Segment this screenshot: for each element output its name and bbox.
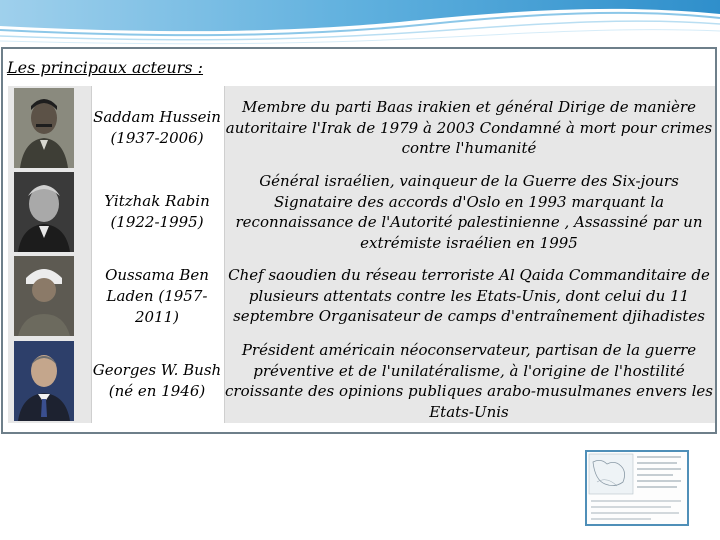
portrait-icon bbox=[14, 341, 74, 421]
actor-name: Yitzhak Rabin (1922-1995) bbox=[104, 192, 210, 231]
content-frame bbox=[1, 47, 717, 434]
actors-table bbox=[8, 86, 715, 423]
actor-description: Général israélien, vainqueur de la Guerre des Six-jours Signataire des accords d'Oslo en 1993 marquant la reconnaissance de l'Autorité palestinienne , Assassiné par un extrémiste israélien en 1995 bbox=[235, 172, 703, 252]
table-row bbox=[8, 254, 715, 338]
actor-name: Georges W. Bush (né en 1946) bbox=[92, 361, 222, 400]
wave-banner bbox=[0, 0, 720, 46]
portrait-icon bbox=[14, 256, 74, 336]
table-row bbox=[8, 339, 715, 423]
portrait-icon bbox=[14, 88, 74, 168]
actor-description: Chef saoudien du réseau terroriste Al Qaida Commanditaire de plusieurs attentats contre les Etats-Unis, dont celui du 11 septembre Organisateur de camps d'entraînement djihadistes bbox=[228, 266, 710, 326]
slide-heading: Les principaux acteurs : bbox=[7, 58, 204, 77]
portrait-icon bbox=[14, 172, 74, 252]
actor-name: Oussama Ben Laden (1957-2011) bbox=[105, 265, 209, 326]
map-thumbnail-icon bbox=[585, 450, 689, 526]
table-row bbox=[8, 86, 715, 170]
actor-description: Président américain néoconservateur, partisan de la guerre préventive et de l'unilatéralisme, à l'origine de l'hostilité croissante des opinions publiques arabo-musulmanes envers les Etats-Unis bbox=[225, 341, 713, 421]
actor-name: Saddam Hussein (1937-2006) bbox=[93, 108, 221, 147]
table-row bbox=[8, 170, 715, 254]
actor-description: Membre du parti Baas irakien et général Dirige de manière autoritaire l'Irak de 1979 à 2003 Condamné à mort pour crimes contre l'humanité bbox=[225, 98, 713, 158]
